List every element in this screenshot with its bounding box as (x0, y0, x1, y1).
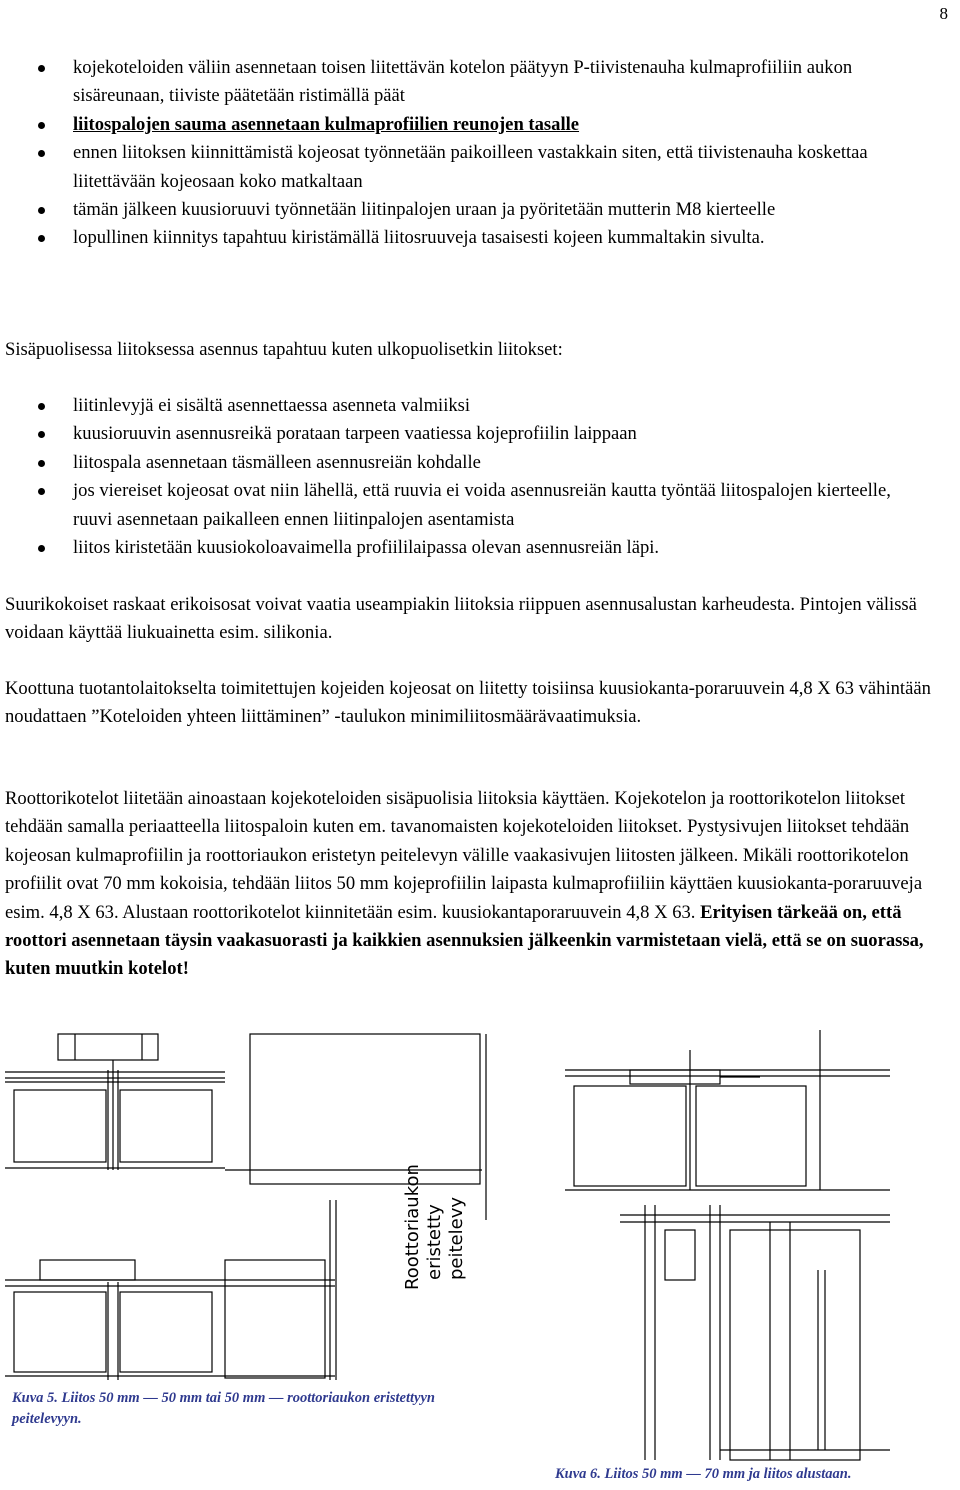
figure-5-caption: Kuva 5. Liitos 50 mm — 50 mm tai 50 mm — roottoriaukon eristettyyn peitelevyyn. (12, 1390, 435, 1427)
list-item: lopullinen kiinnitys tapahtuu kiristämällä liitosruuveja tasaisesti kojeen kummaltakin sivulta. (0, 224, 933, 252)
bullet-icon (38, 431, 45, 438)
list-item: kojekoteloiden väliin asennetaan toisen liitettävän kotelon päätyyn P-tiivistenauha kulmaprofiiliin aukon sisäreunaan, tiiviste päätetään ristimällä päät (0, 54, 933, 111)
bullet-icon (38, 65, 45, 72)
list-item: liitospalojen sauma asennetaan kulmaprofiilien reunojen tasalle (0, 111, 933, 139)
label-line-2: eristetty (424, 1204, 445, 1280)
list-item: jos viereiset kojeosat ovat niin lähellä, että ruuvia ei voida asennusreiän kautta työntää liitospalojen kierteelle, ruuvi asennetaan paikalleen ennen liitinpalojen asentamista (0, 477, 933, 534)
paragraph-factory-assembly: Koottuna tuotantolaitokselta toimitettujen kojeiden kojeosat on liitetty toisiinsa kuusiokanta-poraruuvein 4,8 X 63 vähintään noudattaen ”Koteloiden yhteen liittäminen” -taulukon minimiliitosmäärävaatimuksia. (5, 678, 931, 728)
bullet-list-joining-steps (0, 54, 960, 253)
label-line-3: peitelevy (446, 1196, 467, 1280)
page-number: 8 (939, 4, 948, 23)
list-item: ennen liitoksen kiinnittämistä kojeosat työnnetään paikoilleen vastakkain siten, että tiivistenauha koskettaa liitettävään kojeosaan koko matkaltaan (0, 139, 933, 196)
bullet-icon (38, 150, 45, 157)
bullet-icon (38, 403, 45, 410)
bullet-icon (38, 460, 45, 467)
list-item: liitospala asennetaan täsmälleen asennusreiän kohdalle (0, 449, 933, 477)
list-item: kuusioruuvin asennusreikä porataan tarpeen vaatiessa kojeprofiilin laippaan (0, 420, 933, 448)
intro-paragraph: Sisäpuolisessa liitoksessa asennus tapahtuu kuten ulkopuolisetkin liitokset: (5, 339, 563, 360)
figure-6-caption: Kuva 6. Liitos 50 mm — 70 mm ja liitos alustaan. (555, 1466, 852, 1482)
list-item: tämän jälkeen kuusioruuvi työnnetään liitinpalojen uraan ja pyöritetään mutterin M8 kierteelle (0, 196, 933, 224)
figure-6-drawing (560, 1030, 900, 1465)
list-item: liitinlevyjä ei sisältä asennettaessa asenneta valmiiksi (0, 392, 933, 420)
bullet-icon (38, 488, 45, 495)
list-item: liitos kiristetään kuusiokoloavaimella profiililaipassa olevan asennusreiän läpi. (0, 534, 933, 562)
paragraph-rotor-casing: Roottorikotelot liitetään ainoastaan kojekoteloiden sisäpuolisia liitoksia käyttäen. Kojekotelon ja roottorikotelon liitokset tehdään samalla periaatteella liitospaloin kuten em. tavanomaisten kojekoteloiden liitokset. Pystysivujen liitokset tehdään kojeosan kulmaprofiilin ja roottoriaukon eristetyn peitelevyn välille vaakasivujen liitosten jälkeen. Mikäli roottorikotelon profiilit ovat 70 mm kokoisia, tehdään liitos 50 mm kojeprofiilin laipasta kulmaprofiiliin käyttäen kuusiokanta-poraruuveja esim. 4,8 X 63. Alustaan roottorikotelot kiinnitetään esim. kuusiokantaporaruuvein 4,8 X 63. Erityisen tärkeää on, että roottori asennetaan täysin vaakasuorasti ja kaikkien asennuksien jälkeenkin varmistetaan vielä, että se on suorassa, kuten muutkin kotelot! (5, 788, 924, 980)
bullet-icon (38, 207, 45, 214)
label-line-1: Roottoriaukon (402, 1164, 423, 1290)
figure-5-drawing (0, 1020, 500, 1390)
paragraph-heavy-parts: Suurikokoiset raskaat erikoisosat voivat vaatia useampiakin liitoksia riippuen asennusalustan karheudesta. Pintojen välissä voidaan käyttää liukuainetta esim. silikonia. (5, 594, 917, 644)
bullet-icon (38, 235, 45, 242)
bullet-icon (38, 122, 45, 129)
bullet-icon (38, 545, 45, 552)
bullet-list-inner-joints (0, 392, 960, 562)
cover-label (402, 1164, 467, 1290)
